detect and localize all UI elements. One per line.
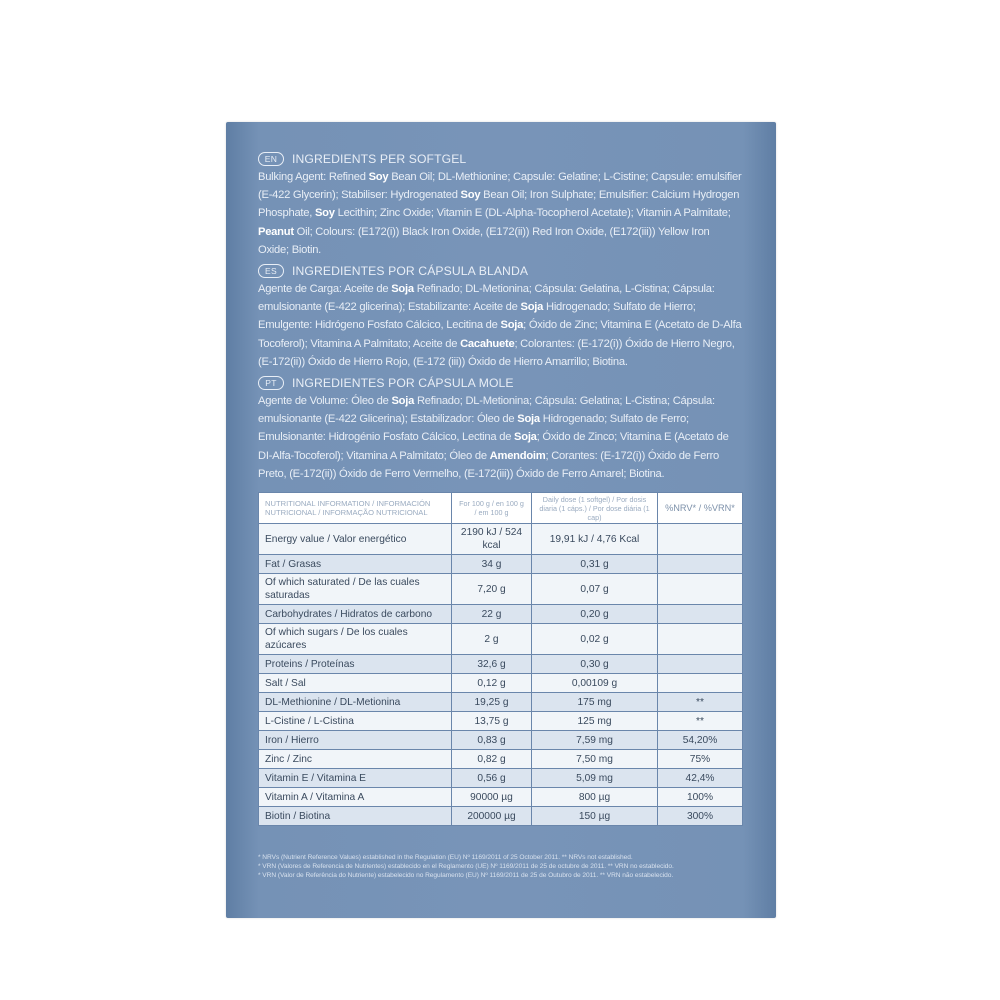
table-row [259, 731, 743, 750]
ingredients-panel [258, 148, 742, 486]
per-100g-cell: 0,83 g [452, 731, 532, 750]
allergen-highlight: Soja [514, 431, 537, 444]
table-row [259, 788, 743, 807]
daily-dose-cell: 125 mg [532, 712, 658, 731]
nrv-cell: 42,4% [658, 769, 743, 788]
ingredients-text-pt [258, 392, 742, 483]
ingredient-text: Refinado; DL-Metionina; Cápsula: Gelatina, L-Cistina; Cápsula: emulsionante (E-422 glicerina); Estabilizante: Aceite de [258, 283, 715, 314]
nrv-cell: 300% [658, 807, 743, 826]
daily-dose-cell: 7,50 mg [532, 750, 658, 769]
nutrient-name-cell: Vitamin E / Vitamina E [259, 769, 452, 788]
ingredient-text: Hidrogenado; Sulfato de Hierro; Emulgente: Hidrógeno Fosfato Cálcico, Lecitina de [258, 301, 696, 332]
ingredient-text: ; Colorantes: (E-172(i)) Óxido de Hierro Negro, (E-172(ii)) Óxido de Hierro Rojo, (E-172 (iii)) Óxido de Hierro Amarrillo; Biotina. [258, 337, 735, 368]
nrv-cell [658, 605, 743, 624]
product-box-back [226, 122, 776, 918]
ingredient-text: Refinado; DL-Metionina; Cápsula: Gelatina; L-Cistina; Cápsula: emulsionante (E-422 Glicerina); Estabilizador: Óleo de [258, 395, 715, 426]
per-100g-cell: 2 g [452, 624, 532, 655]
header-daily-dose: Daily dose (1 softgel) / Por dosis diaria (1 cáps.) / Por dose diária (1 cap) [532, 493, 658, 524]
nutrient-name-cell: Energy value / Valor energético [259, 524, 452, 555]
table-row [259, 655, 743, 674]
daily-dose-cell: 175 mg [532, 693, 658, 712]
table-row [259, 674, 743, 693]
table-row [259, 524, 743, 555]
ingredient-text: ; Óxido de Zinco; Vitamina E (Acetato de DI-Alfa-Tocoferol); Vitamina A Palmitato; Óleo de [258, 431, 729, 462]
table-row [259, 750, 743, 769]
ingredient-text: Oil; Colours: (E172(i)) Black Iron Oxide, (E172(ii)) Red Iron Oxide, (E172(iii)) Yellow Iron Oxide; Biotin. [258, 225, 710, 256]
daily-dose-cell: 0,31 g [532, 555, 658, 574]
per-100g-cell: 0,12 g [452, 674, 532, 693]
ingredients-text-en [258, 168, 742, 259]
header-nutritional-information: NUTRITIONAL INFORMATION / INFORMACIÓN NUTRICIONAL / INFORMAÇÃO NUTRICIONAL [259, 493, 452, 524]
allergen-highlight: Soja [520, 301, 544, 314]
nutrient-name-cell: Zinc / Zinc [259, 750, 452, 769]
daily-dose-cell: 0,30 g [532, 655, 658, 674]
per-100g-cell: 0,82 g [452, 750, 532, 769]
nutrient-name-cell: DL-Methionine / DL-Metionina [259, 693, 452, 712]
daily-dose-cell: 7,59 mg [532, 731, 658, 750]
nutrient-name-cell: Biotin / Biotina [259, 807, 452, 826]
nutrition-table-body [259, 524, 743, 826]
allergen-highlight: Soy [460, 189, 481, 202]
footnote-en: * NRVs (Nutrient Reference Values) established in the Regulation (EU) Nº 1169/2011 of 25 October 2011. ** NRVs not established. [258, 854, 633, 861]
ingredient-text: Bean Oil; DL-Methionine; Capsule: Gelatine; L-Cistine; Capsule: emulsifier (E-422 Glycerin); Stabiliser: Hydrogenated [258, 171, 742, 202]
per-100g-cell: 19,25 g [452, 693, 532, 712]
section-pt-title: INGREDIENTES POR CÁPSULA MOLE [292, 376, 514, 391]
table-row [259, 574, 743, 605]
lang-badge-es: ES [258, 264, 284, 278]
nutrient-name-cell: Iron / Hierro [259, 731, 452, 750]
daily-dose-cell: 800 µg [532, 788, 658, 807]
ingredient-text: Hidrogenado; Sulfato de Ferro; Emulsionante: Hidrogénio Fosfato Cálcico, Lectina de [258, 413, 689, 444]
nutrient-name-cell: Vitamin A / Vitamina A [259, 788, 452, 807]
footnote-es: * VRN (Valores de Referencia de Nutrientes) establecido en el Reglamento (UE) Nº 1169/2011 de 25 de octubre de 2011. ** VRN no establecido. [258, 863, 674, 871]
per-100g-cell: 32,6 g [452, 655, 532, 674]
daily-dose-cell: 0,00109 g [532, 674, 658, 693]
ingredients-text-es [258, 280, 742, 371]
daily-dose-cell: 0,20 g [532, 605, 658, 624]
section-en [258, 150, 742, 259]
nutrient-name-cell: Of which sugars / De los cuales azúcares [259, 624, 452, 655]
allergen-highlight: Soja [391, 395, 415, 408]
nrv-cell: 75% [658, 750, 743, 769]
footnotes [258, 853, 742, 881]
daily-dose-cell: 0,02 g [532, 624, 658, 655]
nrv-cell: ** [658, 712, 743, 731]
nutrient-name-cell: L-Cistine / L-Cistina [259, 712, 452, 731]
table-row [259, 807, 743, 826]
table-row [259, 605, 743, 624]
daily-dose-cell: 150 µg [532, 807, 658, 826]
lang-badge-pt: PT [258, 376, 284, 390]
allergen-highlight: Soja [517, 413, 540, 426]
nutrient-name-cell: Salt / Sal [259, 674, 452, 693]
nutrient-name-cell: Proteins / Proteínas [259, 655, 452, 674]
table-row [259, 693, 743, 712]
nrv-cell [658, 674, 743, 693]
nrv-cell [658, 574, 743, 605]
nrv-cell [658, 624, 743, 655]
section-en-title: INGREDIENTS PER SOFTGEL [292, 152, 467, 166]
nutrient-name-cell: Carbohydrates / Hidratos de carbono [259, 605, 452, 624]
ingredient-text: ; Óxido de Zinc; Vitamina E (Acetato de D-Alfa Tocoferol); Vitamina A Palmitato; Aceite de [258, 319, 742, 350]
per-100g-cell: 2190 kJ / 524 kcal [452, 524, 532, 555]
section-es-header [258, 262, 742, 280]
allergen-highlight: Amendoim [489, 449, 546, 462]
ingredient-text: Lecithin; Zinc Oxide; Vitamin E (DL-Alpha-Tocopherol Acetate); Vitamin A Palmitate; [334, 207, 731, 220]
nutrient-name-cell: Of which saturated / De las cuales saturadas [259, 574, 452, 605]
nrv-cell: 54,20% [658, 731, 743, 750]
allergen-highlight: Soy [314, 207, 335, 220]
header-per-100g: For 100 g / en 100 g / em 100 g [452, 493, 532, 524]
nutrient-name-cell: Fat / Grasas [259, 555, 452, 574]
table-row [259, 624, 743, 655]
per-100g-cell: 7,20 g [452, 574, 532, 605]
section-pt-header [258, 374, 742, 392]
allergen-highlight: Peanut [258, 225, 294, 238]
nrv-cell: ** [658, 693, 743, 712]
section-en-header [258, 150, 742, 168]
footnote-pt: * VRN (Valor de Referência do Nutriente) estabelecido no Regulamento (EU) Nº 1169/2011 de 25 de Outubro de 2011. ** VRN não estabelecido. [258, 872, 674, 880]
per-100g-cell: 34 g [452, 555, 532, 574]
nutrition-table [258, 492, 743, 826]
table-row [259, 712, 743, 731]
per-100g-cell: 0,56 g [452, 769, 532, 788]
header-nrv: %NRV* / %VRN* [658, 493, 743, 524]
section-es-title: INGREDIENTES POR CÁPSULA BLANDA [292, 264, 529, 279]
section-es [258, 262, 742, 371]
table-row [259, 769, 743, 788]
daily-dose-cell: 0,07 g [532, 574, 658, 605]
table-row [259, 555, 743, 574]
allergen-highlight: Soja [500, 319, 524, 332]
ingredient-text: Bulking Agent: Refined [258, 171, 369, 183]
allergen-highlight: Soja [391, 283, 414, 296]
per-100g-cell: 200000 µg [452, 807, 532, 826]
daily-dose-cell: 5,09 mg [532, 769, 658, 788]
per-100g-cell: 22 g [452, 605, 532, 624]
allergen-highlight: Cacahuete [460, 337, 515, 350]
per-100g-cell: 13,75 g [452, 712, 532, 731]
per-100g-cell: 90000 µg [452, 788, 532, 807]
ingredient-text: ; Corantes: (E-172(i)) Óxido de Ferro Preto, (E-172(ii)) Óxido de Ferro Vermelho, (E-172(iii)) Óxido de Ferro Amarel; Biotina. [258, 449, 720, 480]
nrv-cell [658, 655, 743, 674]
allergen-highlight: Soy [368, 171, 389, 183]
nrv-cell [658, 555, 743, 574]
ingredient-text: Agente de Carga: Aceite de [258, 283, 392, 296]
ingredient-text: Agente de Volume: Óleo de [258, 395, 392, 408]
ingredient-text: Bean Oil; Iron Sulphate; Emulsifier: Calcium Hydrogen Phosphate, [258, 189, 740, 220]
nrv-cell: 100% [658, 788, 743, 807]
nutrition-table-header-row [259, 493, 743, 524]
nrv-cell [658, 524, 743, 555]
section-pt [258, 374, 742, 483]
lang-badge-en: EN [258, 152, 284, 166]
daily-dose-cell: 19,91 kJ / 4,76 Kcal [532, 524, 658, 555]
